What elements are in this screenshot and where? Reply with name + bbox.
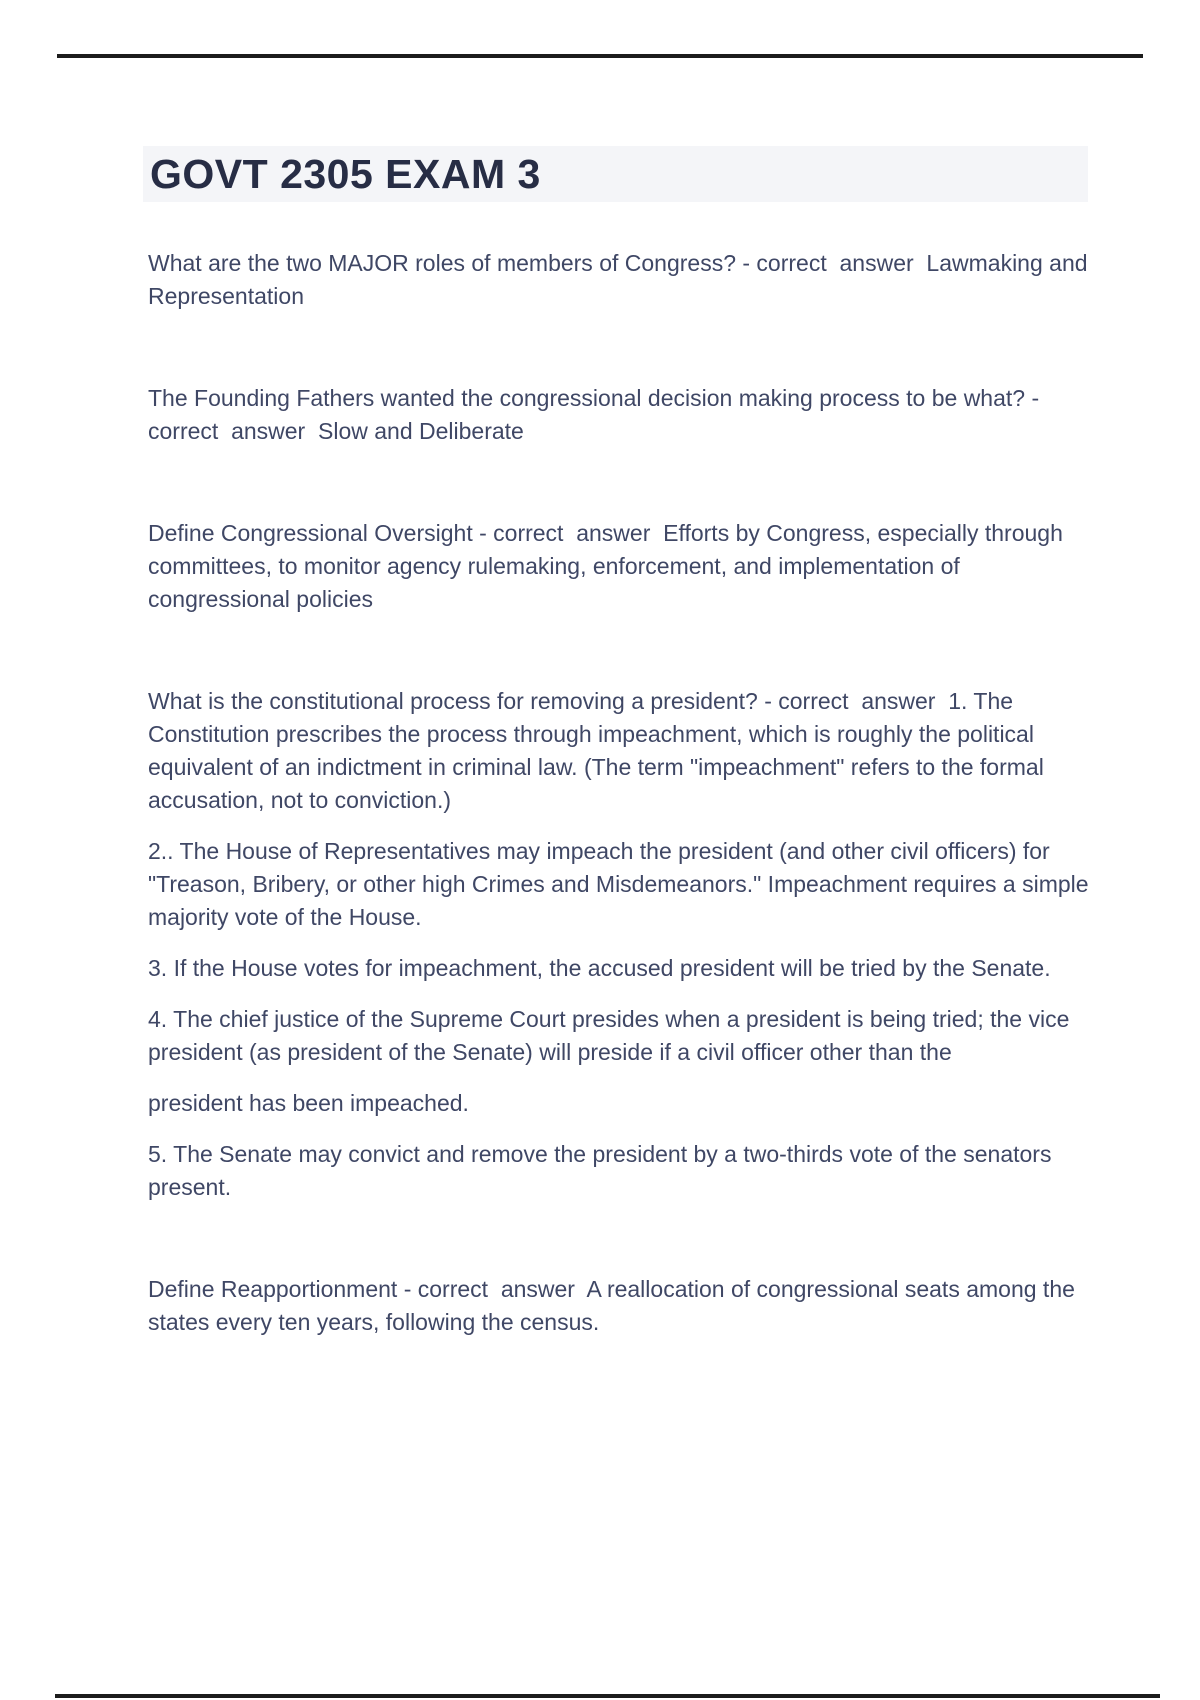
bottom-rule <box>55 1694 1160 1698</box>
qa-paragraph: president has been impeached. <box>148 1090 469 1116</box>
qa-paragraph: The Founding Fathers wanted the congressional decision making process to be what? - correct answer Slow and Deliberate <box>148 385 1046 444</box>
qa-paragraph: Define Reapportionment - correct answer A reallocation of congressional seats among the states every ten years, following the census. <box>148 1276 1082 1335</box>
qa-paragraph: 4. The chief justice of the Supreme Court presides when a president is being tried; the vice president (as president of the Senate) will preside if a civil officer other than the <box>148 1006 1076 1065</box>
qa-paragraph: Define Congressional Oversight - correct answer Efforts by Congress, especially through committees, to monitor agency rulemaking, enforcement, and implementation of congressional policies <box>148 520 1070 612</box>
qa-paragraph: 5. The Senate may convict and remove the president by a two-thirds vote of the senators present. <box>148 1141 1058 1200</box>
qa-block <box>148 685 1095 1204</box>
qa-paragraph: 3. If the House votes for impeachment, the accused president will be tried by the Senate. <box>148 955 1051 981</box>
top-rule <box>57 54 1143 58</box>
qa-block <box>148 382 1090 448</box>
qa-paragraph: What is the constitutional process for removing a president? - correct answer 1. The Constitution prescribes the process through impeachment, which is roughly the political equivalent of an indictment in criminal law. (The term "impeachment" refers to the formal accusation, not to conviction.) <box>148 688 1051 813</box>
qa-paragraph: 2.. The House of Representatives may impeach the president (and other civil officers) for "Treason, Bribery, or other high Crimes and Misdemeanors." Impeachment requires a simple majority vote of the House. <box>148 838 1095 930</box>
qa-block <box>148 1273 1090 1339</box>
qa-block <box>148 517 1090 616</box>
title-bar <box>143 146 1088 202</box>
qa-paragraph: What are the two MAJOR roles of members of Congress? - correct answer Lawmaking and Representation <box>148 250 1094 309</box>
qa-blocks <box>148 247 1095 1339</box>
qa-block <box>148 247 1094 313</box>
page-title: GOVT 2305 EXAM 3 <box>150 151 541 197</box>
